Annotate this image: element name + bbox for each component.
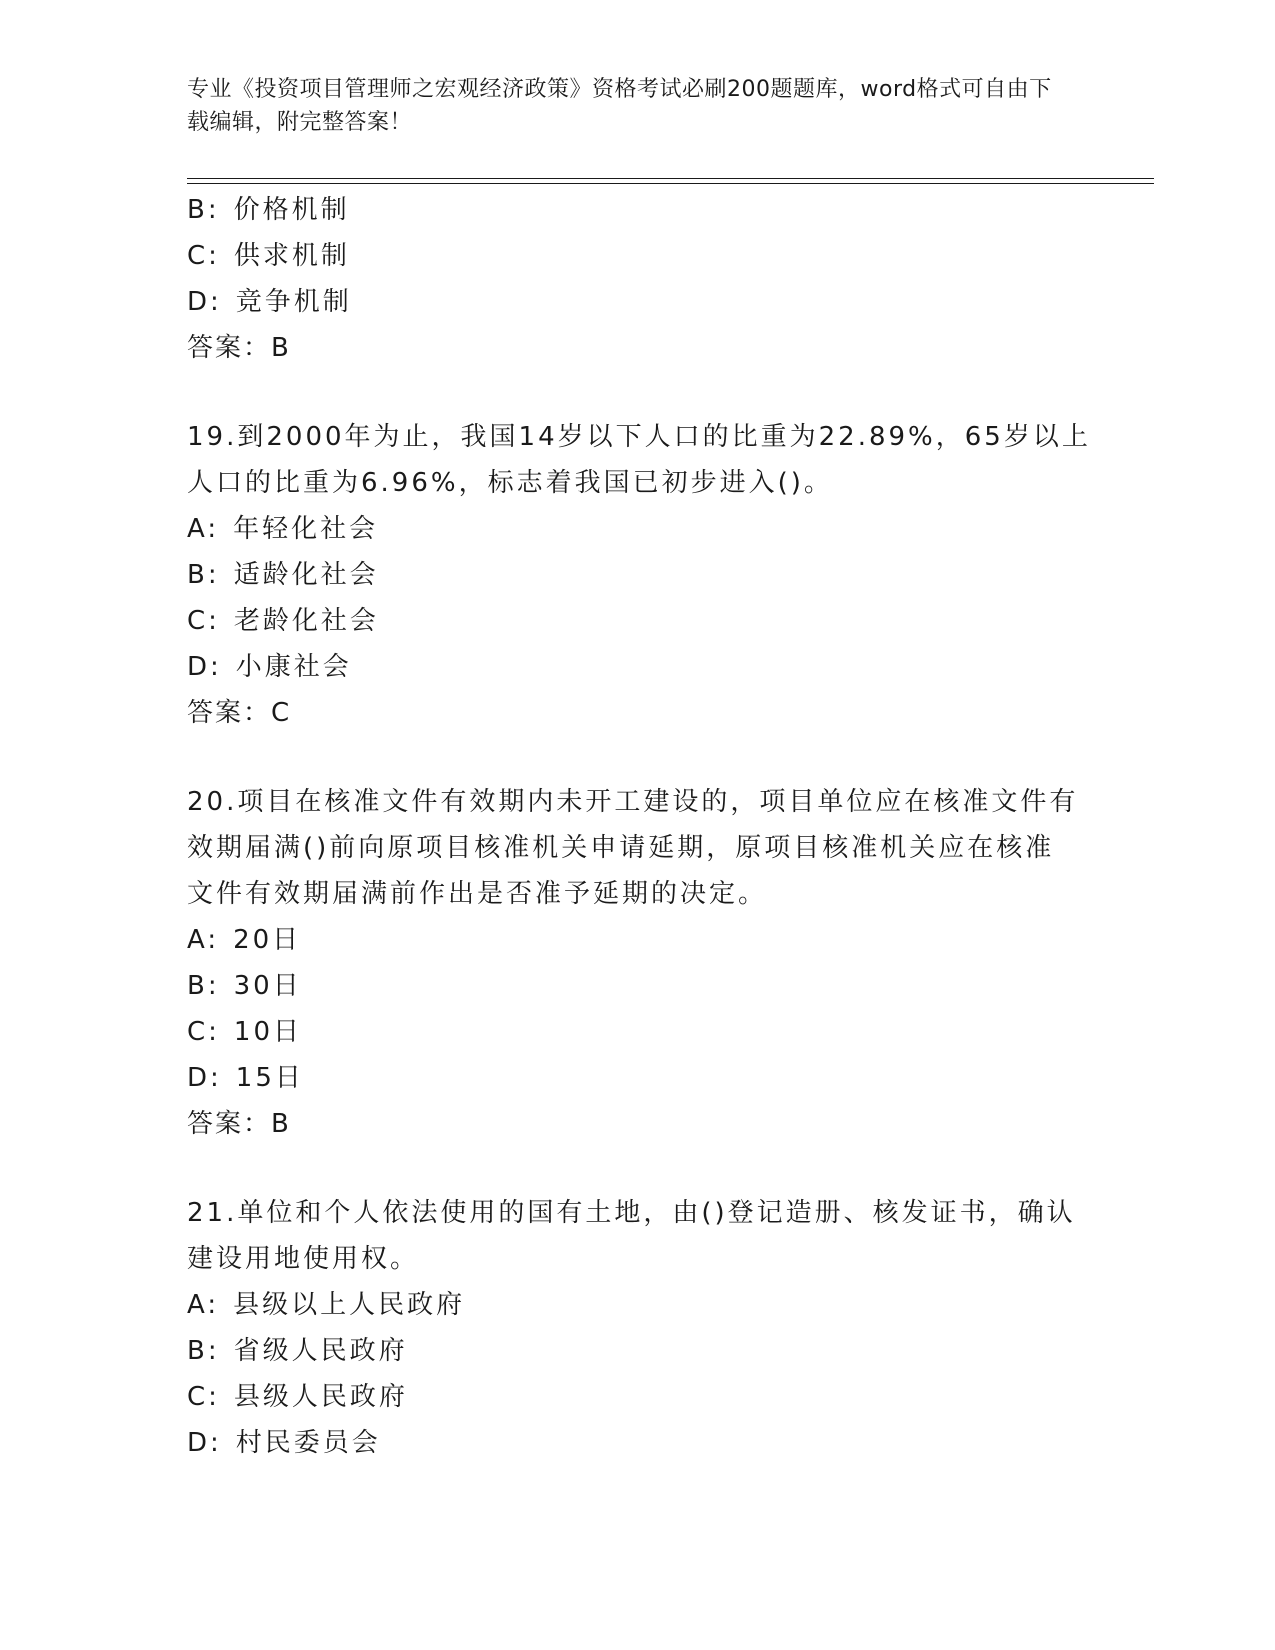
option-a: A: 县级以上人民政府 (187, 1290, 466, 1320)
question-18-continued (187, 187, 1087, 371)
option-b: B: 30日 (187, 971, 302, 1001)
option-d: D: 15日 (187, 1063, 304, 1093)
option-b: B: 适龄化社会 (187, 560, 379, 590)
question-21 (187, 1190, 1087, 1466)
option-b: B: 省级人民政府 (187, 1336, 408, 1366)
header-rule (187, 178, 1154, 184)
page-header: 专业《投资项目管理师之宏观经济政策》资格考试必刷200题题库，word格式可自由下载编辑，附完整答案！ (187, 77, 1052, 135)
option-d: D: 竞争机制 (187, 287, 352, 317)
option-a: A: 20日 (187, 925, 302, 955)
option-c: C: 供求机制 (187, 241, 350, 271)
option-a: A: 年轻化社会 (187, 514, 379, 544)
question-text: 建设用地使用权。 (187, 1244, 420, 1274)
question-text: 19.到2000年为止，我国14岁以下人口的比重为22.89%，65岁以上 (187, 422, 1091, 452)
question-text: 人口的比重为6.96%，标志着我国已初步进入()。 (187, 468, 833, 498)
question-text: 文件有效期届满前作出是否准予延期的决定。 (187, 879, 768, 909)
question-text: 效期届满()前向原项目核准机关申请延期，原项目核准机关应在核准 (187, 833, 1055, 863)
option-d: D: 小康社会 (187, 652, 352, 682)
option-c: C: 10日 (187, 1017, 303, 1047)
answer: 答案：B (187, 333, 291, 363)
option-c: C: 老龄化社会 (187, 606, 379, 636)
answer: 答案：B (187, 1109, 291, 1139)
question-text: 21.单位和个人依法使用的国有土地，由()登记造册、核发证书，确认 (187, 1198, 1076, 1228)
question-number: 21. (187, 1198, 238, 1228)
question-list (187, 187, 1091, 1466)
option-c: C: 县级人民政府 (187, 1382, 408, 1412)
question-number: 20. (187, 787, 238, 817)
question-19 (187, 414, 1091, 736)
option-d: D: 村民委员会 (187, 1428, 381, 1458)
answer: 答案：C (187, 698, 292, 728)
question-number: 19. (187, 422, 238, 452)
question-text: 20.项目在核准文件有效期内未开工建设的，项目单位应在核准文件有 (187, 787, 1079, 817)
question-20 (187, 779, 1087, 1147)
option-b: B: 价格机制 (187, 195, 350, 225)
